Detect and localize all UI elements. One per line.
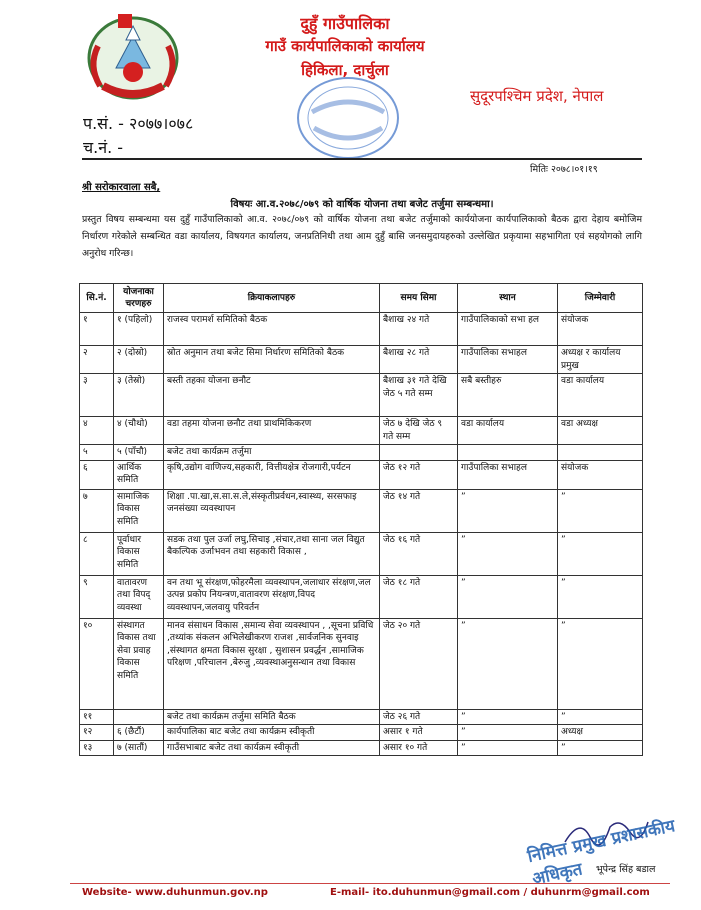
cell-deadline: बैशाख २८ गते — [380, 346, 458, 374]
cell-activity: गाउँसभाबाट बजेट तथा कार्यक्रम स्वीकृती — [164, 740, 380, 756]
cell-sn: ६ — [80, 460, 114, 489]
cell-responsibility: वडा कार्यालय — [558, 374, 643, 417]
col-header-responsibility: जिम्मेवारी — [558, 284, 643, 313]
cell-sn: १३ — [80, 740, 114, 756]
cell-responsibility: ” — [558, 740, 643, 756]
office-seal-stamp — [292, 72, 404, 164]
cell-venue: ” — [458, 532, 558, 575]
cell-sn: १२ — [80, 725, 114, 741]
table-row — [80, 313, 643, 346]
cell-phase: २ (दोस्रो) — [114, 346, 164, 374]
cell-venue: ” — [458, 725, 558, 741]
cell-sn: ५ — [80, 445, 114, 461]
cell-deadline: जेठ १६ गते — [380, 532, 458, 575]
cell-venue: गाउँपालिका सभाहल — [458, 346, 558, 374]
table-row — [80, 460, 643, 489]
table-row — [80, 417, 643, 445]
cell-deadline: जेठ १२ गते — [380, 460, 458, 489]
cell-deadline: बैशाख २४ गते — [380, 313, 458, 346]
cell-activity: मानव संसाधन विकास ,समान्य सेवा व्यवस्थापन , ,सूचना प्रविधि ,तथ्यांक संकलन अभिलेखीकरण राजश ,सार्वजनिक सुनवाइ ,संस्थागत क्षमता विकास सुरक्षा , सुशासन प्रवर्द्धन ,सामाजिक परिक्षण ,परिचालन ,बेरुजु ,व्यवस्थाअनुसन्धान तथा विकास — [164, 618, 380, 709]
cell-sn: ३ — [80, 374, 114, 417]
col-header-activity: क्रियाकलापहरु — [164, 284, 380, 313]
cell-phase: वातावरण तथा विपद् व्यवस्था — [114, 575, 164, 618]
cell-deadline: असार १ गते — [380, 725, 458, 741]
cell-sn: ९ — [80, 575, 114, 618]
table-row — [80, 575, 643, 618]
cell-deadline: जेठ २६ गते — [380, 709, 458, 725]
cell-venue: ” — [458, 709, 558, 725]
office-location: हिकिला, दार्चुला — [301, 61, 389, 79]
cell-venue: सबै बस्तीहरु — [458, 374, 558, 417]
cell-activity: कृषि,उद्योग वाणिज्य,सहकारी, वित्तीयक्षेत्र रोजगारी,पर्यटन — [164, 460, 380, 489]
office-name: दुहुँ गाउँपालिका — [300, 14, 390, 33]
cell-phase: आर्थिक समिति — [114, 460, 164, 489]
cell-phase: ६ (छैटौं) — [114, 725, 164, 741]
cell-deadline — [380, 445, 458, 461]
cell-venue: ” — [458, 575, 558, 618]
table-row — [80, 489, 643, 532]
cell-deadline: जेठ १८ गते — [380, 575, 458, 618]
cell-responsibility: ” — [558, 618, 643, 709]
cell-deadline: जेठ १४ गते — [380, 489, 458, 532]
province-name: सुदूरपश्चिम प्रदेश, नेपाल — [470, 87, 604, 105]
table-row — [80, 532, 643, 575]
cell-venue: गाउँपालिका सभाहल — [458, 460, 558, 489]
cell-responsibility: अध्यक्ष र कार्यालय प्रमुख — [558, 346, 643, 374]
cell-activity: कार्यपालिका बाट बजेट तथा कार्यक्रम स्वीकृती — [164, 725, 380, 741]
cell-sn: ८ — [80, 532, 114, 575]
cell-phase: ४ (चौथो) — [114, 417, 164, 445]
cell-phase: सामाजिक विकास समिति — [114, 489, 164, 532]
cell-activity: बजेट तथा कार्यक्रम तर्जुमा समिति बैठक — [164, 709, 380, 725]
cell-responsibility — [558, 445, 643, 461]
cell-venue: ” — [458, 489, 558, 532]
footer-website[interactable]: Website- www.duhunmun.gov.np — [82, 887, 268, 898]
letter-reference-number: प.सं. - २०७७।०७८ — [83, 114, 194, 133]
cell-responsibility: संयोजक — [558, 313, 643, 346]
cell-responsibility: वडा अध्यक्ष — [558, 417, 643, 445]
officer-stamp: निमित्त प्रमुख प्रशासकीय अधिकृत — [525, 816, 677, 890]
cell-venue — [458, 445, 558, 461]
signer-name: भूपेन्द्र सिंह बडाल — [596, 864, 656, 875]
table-row — [80, 374, 643, 417]
cell-phase: संस्थागत विकास तथा सेवा प्रवाह विकास समिति — [114, 618, 164, 709]
cell-responsibility: ” — [558, 575, 643, 618]
cell-activity: बजेट तथा कार्यक्रम तर्जुमा — [164, 445, 380, 461]
cell-phase: ३ (तेस्रो) — [114, 374, 164, 417]
cell-phase: पूर्वाधार विकास समिति — [114, 532, 164, 575]
cell-activity: शिक्षा .पा.खा,स.सा.स.ले,संस्कृतीप्रर्वधन,स्वास्थ्य, सरसफाइ जनसंख्या व्यवस्थापन — [164, 489, 380, 532]
cell-phase — [114, 709, 164, 725]
footer-divider — [70, 883, 670, 884]
cell-sn: १० — [80, 618, 114, 709]
plan-schedule-table — [79, 283, 643, 756]
cell-deadline: असार १० गते — [380, 740, 458, 756]
table-header-row — [80, 284, 643, 313]
cell-responsibility: ” — [558, 532, 643, 575]
table-row — [80, 709, 643, 725]
cell-activity: वडा तहमा योजना छनौट तथा प्राथमिकिकरण — [164, 417, 380, 445]
footer-email[interactable]: E-mail- ito.duhunmun@gmail.com / duhunrm@gmail.com — [330, 887, 650, 898]
table-row — [80, 445, 643, 461]
office-subtitle: गाउँ कार्यपालिकाको कार्यालय — [265, 37, 425, 55]
header-divider — [82, 158, 642, 160]
cell-responsibility: ” — [558, 709, 643, 725]
cell-venue: ” — [458, 740, 558, 756]
addressee: श्री सरोकारवाला सबै, — [82, 182, 161, 193]
table-row — [80, 740, 643, 756]
nepal-emblem-logo — [78, 6, 188, 106]
cell-responsibility: अध्यक्ष — [558, 725, 643, 741]
cell-deadline: जेठ ७ देखि जेठ ९ गते सम्म — [380, 417, 458, 445]
cell-responsibility: ” — [558, 489, 643, 532]
cell-phase: ५ (पाँचौ) — [114, 445, 164, 461]
cell-venue: गाउँपालिकाको सभा हल — [458, 313, 558, 346]
cell-sn: २ — [80, 346, 114, 374]
letter-date: मितिः २०७८।०१।१९ — [530, 164, 598, 175]
table-row — [80, 618, 643, 709]
table-row — [80, 725, 643, 741]
cell-responsibility: संयोजक — [558, 460, 643, 489]
cell-phase: ७ (सातौं) — [114, 740, 164, 756]
cell-activity: सडक तथा पुल उर्जा लघु,सिचाइ ,संचार,तथा साना जल विद्युत बैकल्पिक उर्जाभवन तथा सहकारी विकास , — [164, 532, 380, 575]
cell-activity: स्रोत अनुमान तथा बजेट सिमा निर्धारण समितिको बैठक — [164, 346, 380, 374]
cell-sn: १ — [80, 313, 114, 346]
cell-sn: ७ — [80, 489, 114, 532]
letter-subject: विषयः आ.व.२०७८/०७९ को वार्षिक योजना तथा बजेट तर्जुमा सम्बन्धमा। — [230, 199, 494, 210]
dispatch-number: च.नं. - — [83, 138, 124, 157]
table-row — [80, 346, 643, 374]
cell-activity: वन तथा भू संरक्षण,फोहरमैला व्यवस्थापन,जलाधार संरक्षण,जल उत्पन्न प्रकोप नियन्त्रण,वातावरण संरक्षण,विपद व्यवस्थापन,जलवायु परिवर्तन — [164, 575, 380, 618]
col-header-deadline: समय सिमा — [380, 284, 458, 313]
cell-sn: ११ — [80, 709, 114, 725]
cell-phase: १ (पहिलो) — [114, 313, 164, 346]
cell-venue: ” — [458, 618, 558, 709]
col-header-venue: स्थान — [458, 284, 558, 313]
cell-deadline: बैशाख ३१ गते देखि जेठ ५ गते सम्म — [380, 374, 458, 417]
letter-body: प्रस्तुत विषय सम्बन्धमा यस दुहुँ गाउँपालिकाको आ.व. २०७८/०७९ को वार्षिक योजना तथा बजेट तर्जुमाको कार्ययोजना कार्यपालिकाको बैठक द्वारा देहाय बमोजिम निर्धारण गरेकोले सम्बन्धित वडा कार्यालय, विषयगत कार्यालय, जनप्रतिनिधी तथा आम दुहुँ बासि जनसमुदायहरुको उल्लेखित प्रकृयामा सहभागिता एवं सहयोगको लागि अनुरोध गरिन्छ। — [82, 214, 642, 259]
cell-venue: वडा कार्यालय — [458, 417, 558, 445]
cell-deadline: जेठ २० गते — [380, 618, 458, 709]
cell-activity: बस्ती तहका योजना छनौट — [164, 374, 380, 417]
col-header-sn: सि.नं. — [80, 284, 114, 313]
cell-sn: ४ — [80, 417, 114, 445]
col-header-phase: योजनाका चरणहरु — [114, 284, 164, 313]
cell-activity: राजस्व परामर्श समितिको बैठक — [164, 313, 380, 346]
